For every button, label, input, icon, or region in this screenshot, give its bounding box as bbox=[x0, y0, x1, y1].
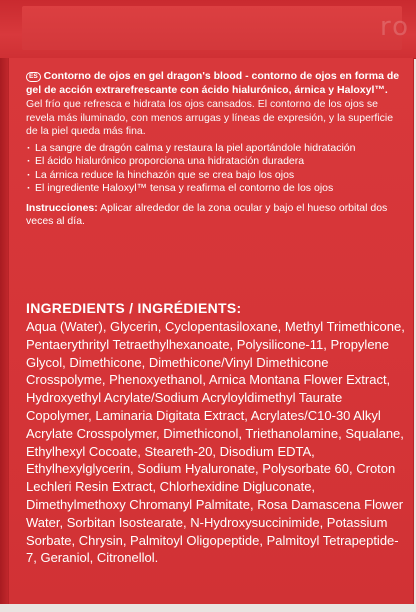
box-lid-flap bbox=[22, 6, 402, 50]
list-item: · El ingrediente Haloxyl™ tensa y reafirma el contorno de los ojos bbox=[26, 182, 404, 196]
ingredients-list: Aqua (Water), Glycerin, Cyclopentasiloxane, Methyl Trimethicone, Pentaerythrityl Tetraethylhexanoate, Polysilicone-11, Propylene Glycol, Dimethicone, Dimethicone/Vinyl Dimethicone Crosspolyme, Phenoxyethanol, Arnica Montana Flower Extract, Hydroxyethyl Acrylate/Sodium Acryloyldimethyl Taurate Copolymer, Laminaria Digitata Extract, Acrylates/C10-30 Alkyl Acrylate Crosspolymer, Dimethiconol, Triethanolamine, Squalane, Ethylhexyl Cocoate, Steareth-20, Disodium EDTA, Ethylhexylglycerin, Sodium Hyaluronate, Polysorbate 60, Croton Lechleri Resin Extract, Chlorhexidine Digluconate, Dimethylmethoxy Chromanyl Palmitate, Rosa Damascena Flower Water, Sorbitan Isostearate, N-Hydroxysuccinimide, Potassium Sorbate, Chrysin, Palmitoyl Oligopeptide, Palmitoyl Tetrapeptide-7, Geraniol, Citronellol. bbox=[26, 319, 405, 566]
benefit-list bbox=[26, 142, 404, 196]
list-item: · La sangre de dragón calma y restaura la piel aportándole hidratación bbox=[26, 142, 404, 156]
instructions-label: Instrucciones: bbox=[26, 201, 98, 214]
table-surface bbox=[0, 604, 416, 612]
ingredients-heading: INGREDIENTS / INGRÉDIENTS: bbox=[26, 300, 242, 316]
product-description: Gel frío que refresca e hidrata los ojos cansados. El contorno de los ojos se revela más iluminado, con menos arrugas y líneas de expresión, y la superficie de la piel queda más fina. bbox=[26, 98, 394, 137]
language-badge: ES bbox=[26, 72, 41, 82]
instructions-text: Aplicar alrededor de la zona ocular y bajo el hueso orbital dos veces al día. bbox=[26, 201, 388, 227]
list-item: · El ácido hialurónico proporciona una hidratación duradera bbox=[26, 155, 404, 169]
brand-logo: ro bbox=[379, 12, 410, 42]
box-lid bbox=[0, 0, 416, 59]
spanish-text-block bbox=[26, 70, 404, 229]
instructions bbox=[26, 202, 404, 229]
product-name: Contorno de ojos en gel dragon's blood - contorno de ojos en forma de gel de acción extrarefrescante con ácido hialurónico, árnica y Haloxyl™. bbox=[26, 70, 400, 96]
product-title bbox=[26, 70, 404, 97]
list-item: · La árnica reduce la hinchazón que se crea bajo los ojos bbox=[26, 169, 404, 183]
